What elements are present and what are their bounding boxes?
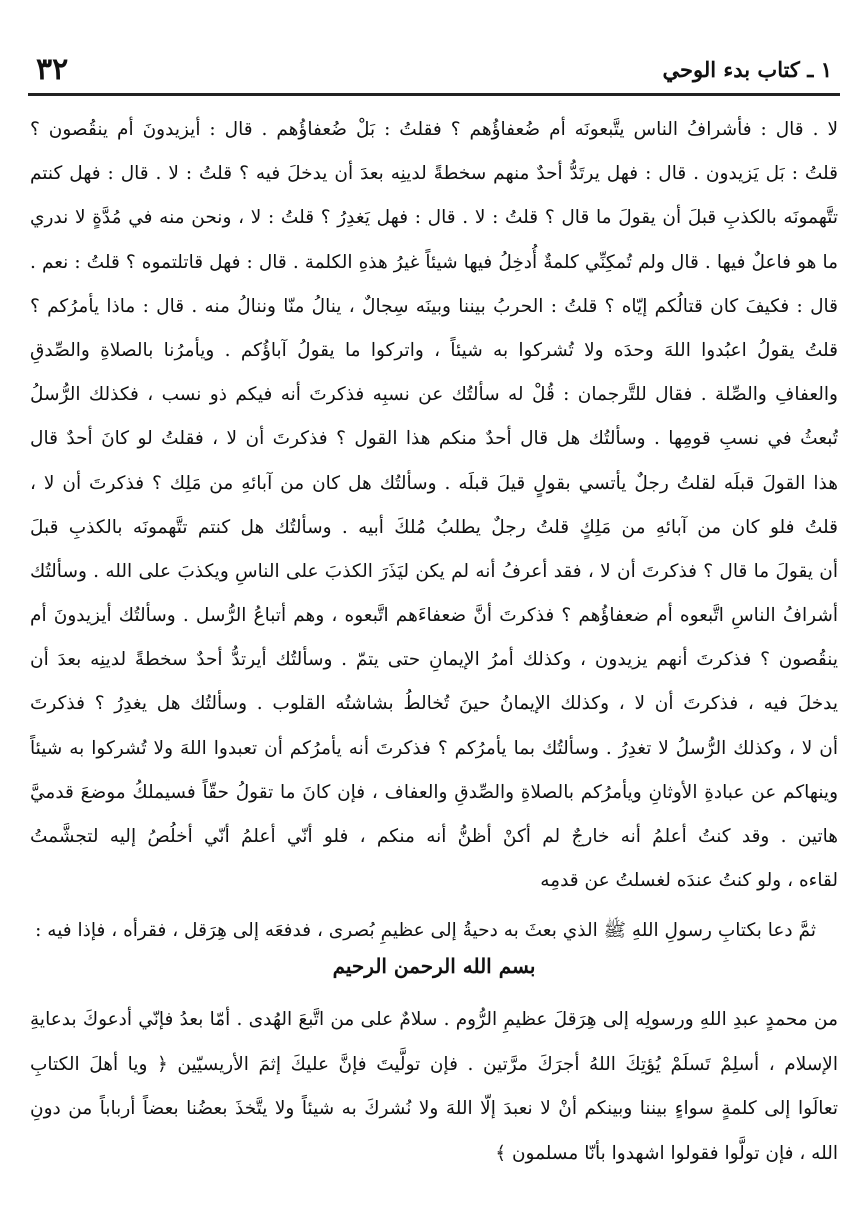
letter-line: الإسلام ، أسلِمْ تَسلَمْ يُؤتِكَ اللهُ أجرَكَ مرَّتين . فإن تولَّيتَ فإنَّ عليكَ إثمَ الأريسيّين ﴿ ويا أهلَ الكتابِ: [30, 1053, 838, 1075]
text-line: ما هو فاعلٌ فيها . قال ولم تُمكِنِّي كلمةٌ أُدخِلُ فيها شيئاً غيرُ هذهِ الكلمة . قال : فهل قاتلتموه ؟ قلتُ : نعم .: [30, 251, 838, 273]
header-rule: [28, 93, 840, 96]
text-line: ينقُصون ؟ فذكرتَ أنهم يزيدون ، وكذلك أمرُ الإيمانِ حتى يتمّ . وسألتُك أيرتدُّ أحدٌ سخطةً لدينِه بعدَ أن: [30, 649, 838, 671]
text-line: قال : فكيفَ كان قتالُكم إيّاه ؟ قلتُ : الحربُ بيننا وبينَه سِجالٌ ، ينالُ منّا وننالُ منه . قال : ماذا يأمرُكم ؟: [30, 295, 838, 317]
main-text: [30, 108, 838, 954]
text-line: أن يقولَ ما قال ؟ فذكرتَ أن لا ، فقد أعرفُ أنه لم يكن ليَذَرَ الكذبَ على الناسِ ويكذبَ على الله . وسألتُك: [30, 560, 838, 582]
text-line: والعفافِ والصِّلة . فقال للتَّرجمان : قُلْ له سألتُك عن نسبِه فذكرتَ أنه فيكم ذو نسب ، فكذلك الرُّسلُ: [30, 384, 838, 406]
basmala: بسم الله الرحمن الرحيم: [332, 954, 536, 978]
text-line: أن لا ، وكذلك الرُّسلُ لا تغدِرُ . وسألتُك بما يأمرُكم ؟ فذكرتَ أنه يأمرُكم أن تعبدوا اللهَ ولا تُشركوا به شيئاً: [30, 737, 838, 759]
letter-line: تعالَوا إلى كلمةٍ سواءٍ بيننا وبينكم أنْ لا نعبدَ إلّا اللهَ ولا نُشركَ به شيئاً ولا يتَّخذَ بعضُنا بعضاً أرباباً من دونِ: [30, 1098, 838, 1119]
letter-line: من محمدٍ عبدِ اللهِ ورسولِه إلى هِرَقلَ عظيمِ الرُّوم . سلامٌ على من اتَّبعَ الهُدى . أمّا بعدُ فإنّي أدعوكَ بدعايةِ: [30, 1009, 838, 1030]
text-line: هذا القولَ قبلَه لقلتُ رجلٌ يأتسي بقولٍ قيلَ قبلَه . وسألتُك هل كان من آبائهِ من مَلِك ؟ فذكرتَ أن لا ،: [30, 472, 838, 494]
text-line: قلتُ : بَل يَزيدون . قال : فهل يرتَدُّ أحدٌ منهم سخطةً لدينِه بعدَ أن يدخلَ فيه ؟ قلتُ : لا . قال : فهل كنتم: [30, 163, 838, 185]
text-line: وينهاكم عن عبادةِ الأوثانِ ويأمرُكم بالصلاةِ والصِّدقِ والعفاف ، فإن كانَ ما تقولُ حقّاً فسيملكُ موضعَ قدميَّ: [30, 781, 838, 803]
text-line: لا . قال : فأشرافُ الناس يتَّبعونَه أم ضُعفاؤُهم ؟ فقلتُ : بَلْ ضُعفاؤُهم . قال : أيزيدونَ أم ينقُصون ؟: [30, 119, 838, 140]
letter-line: الله ، فإن تولَّوا فقولوا اشهدوا بأنّا مسلمون ﴾: [495, 1142, 838, 1164]
text-line: لقاءه ، ولو كنتُ عندَه لغسلتُ عن قدمِه: [540, 870, 838, 892]
text-line: قلتُ فلو كان من آبائهِ من مَلِكٍ قلتُ رجلٌ يطلبُ مُلكَ أبيه . وسألتُك هل كنتم تتَّهمونَه بالكذبِ قبلَ: [30, 516, 838, 538]
text-line: يدخلَ فيه ، فذكرتَ أن لا ، وكذلك الإيمانُ حينَ تُخالطُ بشاشتُه القلوب . وسألتُك هل يغدِرُ ؟ فذكرتَ: [30, 693, 838, 715]
text-line: قلتُ يقولُ اعبُدوا اللهَ وحدَه ولا تُشركوا به شيئاً ، واتركوا ما يقولُ آباؤُكم . ويأمرُنا بالصلاةِ والصِّدقِ: [30, 339, 838, 361]
page-header: [28, 50, 840, 90]
text-line: تتَّهمونَه بالكذبِ قبلَ أن يقولَ ما قال ؟ قلتُ : لا . قال : فهل يَغدِرُ ؟ قلتُ : لا ، ونحن منه في مُدَّةٍ لا ندري: [30, 207, 838, 229]
letter-text: [30, 998, 838, 1176]
intro-line: ثمَّ دعا بكتابِ رسولِ اللهِ ﷺ الذي بعثَ به دحيةُ إلى عظيمِ بُصرى ، فدفعَه إلى هِرَقل ، فقرأه ، فإذا فيه :: [35, 920, 816, 942]
text-line: تُبعثُ في نسبِ قومِها . وسألتُك هل قال أحدٌ منكم هذا القول ؟ فذكرتَ أن لا ، فقلتُ لو كانَ أحدٌ قال: [30, 428, 838, 450]
text-line: هاتين . وقد كنتُ أعلمُ أنه خارجٌ لم أكنْ أظنُّ أنه منكم ، فلو أنّي أعلمُ أنّي أخلُصُ إليه لتجشَّمتُ: [30, 826, 838, 847]
text-line: أشرافُ الناسِ اتَّبعوه أم ضعفاؤُهم ؟ فذكرتَ أنَّ ضعفاءَهم اتَّبعوه ، وهم أتباعُ الرُّسل . وسألتُك أيزيدونَ أم: [30, 605, 838, 627]
running-title: ١ ـ كتاب بدء الوحي: [662, 57, 832, 82]
page-number: ٣٢: [36, 52, 69, 87]
